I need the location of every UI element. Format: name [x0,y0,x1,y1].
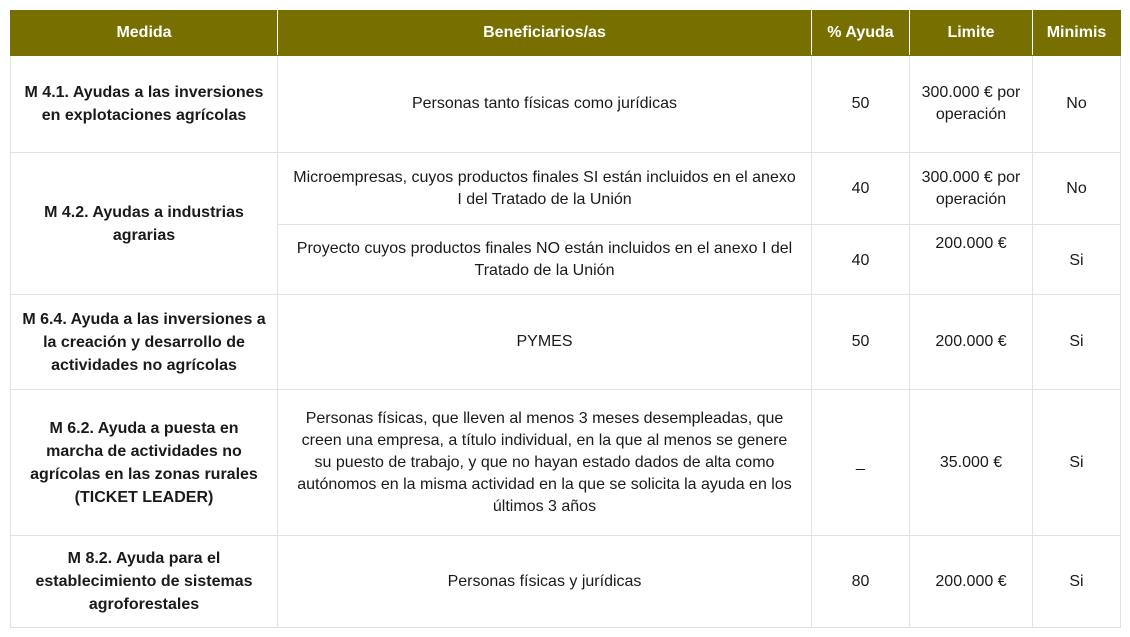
header-medida: Medida [11,11,278,56]
medida-cell: M 4.2. Ayudas a industrias agrarias [11,153,278,295]
minimis-cell: No [1033,153,1121,225]
beneficiarios-cell: Personas físicas, que lleven al menos 3 meses desempleadas, que creen una empresa, a título individual, en la que al menos se genere su puesto de trabajo, y que no hayan estado dados de alta como autónomos en la misma actividad en la que se solicita la ayuda en los últimos 3 años [278,390,812,536]
beneficiarios-cell: Personas tanto físicas como jurídicas [278,56,812,153]
minimis-cell: Si [1033,536,1121,628]
beneficiarios-cell: Microempresas, cuyos productos finales SI están incluidos en el anexo I del Tratado de la Unión [278,153,812,225]
ayuda-cell: 80 [812,536,910,628]
minimis-cell: Si [1033,225,1121,295]
header-row [11,11,1121,56]
minimis-cell: No [1033,56,1121,153]
limite-cell: 200.000 € [910,536,1033,628]
beneficiarios-cell: PYMES [278,295,812,390]
medida-cell: M 8.2. Ayuda para el establecimiento de sistemas agroforestales [11,536,278,628]
header-limite: Limite [910,11,1033,56]
limite-cell: 200.000 € [910,295,1033,390]
header-ayuda: % Ayuda [812,11,910,56]
ayuda-cell: _ [812,390,910,536]
minimis-cell: Si [1033,390,1121,536]
ayuda-cell: 40 [812,153,910,225]
limite-cell: 35.000 € [910,390,1033,536]
minimis-cell: Si [1033,295,1121,390]
header-beneficiarios: Beneficiarios/as [278,11,812,56]
ayuda-cell: 50 [812,295,910,390]
limite-cell: 300.000 € por operación [910,153,1033,225]
ayuda-cell: 50 [812,56,910,153]
table-row [11,56,1121,153]
ayudas-table-container [10,10,1120,628]
medida-cell: M 6.2. Ayuda a puesta en marcha de actividades no agrícolas en las zonas rurales (TICKET LEADER) [11,390,278,536]
medida-cell: M 4.1. Ayudas a las inversiones en explotaciones agrícolas [11,56,278,153]
beneficiarios-cell: Proyecto cuyos productos finales NO están incluidos en el anexo I del Tratado de la Unión [278,225,812,295]
table-row [11,536,1121,628]
beneficiarios-cell: Personas físicas y jurídicas [278,536,812,628]
limite-cell: 300.000 € por operación [910,56,1033,153]
table-row [11,153,1121,225]
table-row [11,390,1121,536]
medida-cell: M 6.4. Ayuda a las inversiones a la creación y desarrollo de actividades no agrícolas [11,295,278,390]
ayudas-table [10,10,1121,628]
limite-cell: 200.000 € [910,225,1033,295]
table-row [11,295,1121,390]
ayuda-cell: 40 [812,225,910,295]
header-minimis: Minimis [1033,11,1121,56]
